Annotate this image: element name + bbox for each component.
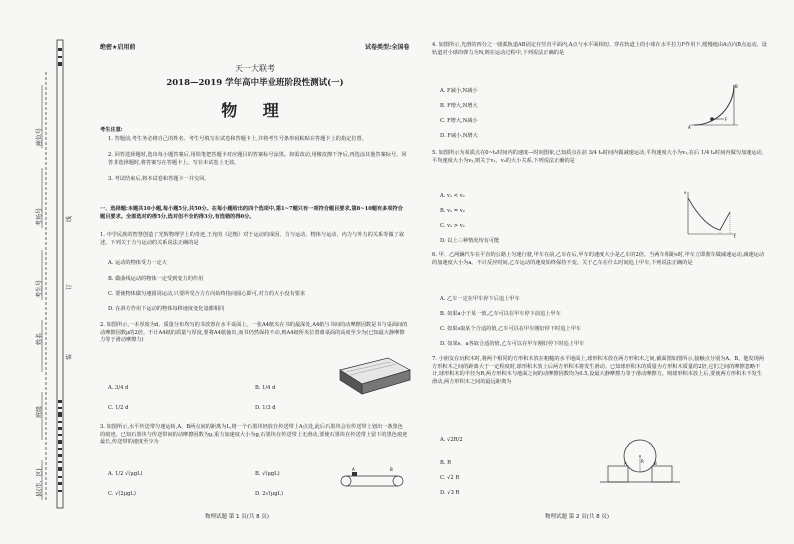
svg-text:R: R (641, 459, 644, 464)
q1-stem: 1. 中学民族的智慧创造了光辉物理学上的奇迹,王充的《论衡》对于运动的成因、力与运动、物体与运动、内力与外力的关系等做了叙述。下列关于力与运动的关系说法正确的是 (100, 232, 404, 246)
q5-option-c: C. v₁ > v₂ (440, 223, 465, 229)
svg-text:A: A (688, 125, 691, 130)
svg-text:A: A (624, 461, 627, 466)
q6-option-c: C. 如果s取某个合适的值,乙车可以在甲车刚好停下时追上甲车 (440, 326, 582, 332)
field-candidate-number: 考生号 (36, 279, 43, 298)
q5-stem: 5. 如图所示为某质点在0~t₀时间内的速度—时间图象,已知质点在前 3/4 t₀时间内做减速运动,平均速度大小为v₁,在后 1/4 t₀时间内做匀加速运动,平均速度大小为v₂,则关于v₁、v₂的大小关系,下列说法正确的是 (432, 150, 764, 164)
q3-option-d: D. 2√(μgL) (255, 491, 284, 497)
q1-option-d: D. 在斜方作用下运动的物体每移速度变化量都相同 (108, 306, 225, 312)
q7-option-c: C. √2 R (440, 475, 460, 481)
q2-stem: 2. 如图所示,一本厚度为d、质量分布均匀的书放置在水平桌面上。一张A4纸夹在书的最深处,A4纸与书间的动摩擦因数是书与桌面间的动摩擦因数μ的2倍。不计A4纸的质量与厚度,要将A4纸抽出,而书仍然保持不动,则A4纸所夹位置离桌面的高度至少为(已知最大静摩擦力等于滑动摩擦力) (100, 322, 408, 344)
q3-option-a: A. 1/2 √(μgL) (108, 471, 143, 477)
q4-option-c: C. F增大,N减小 (440, 118, 478, 124)
q7-stem: 7. 小朋友在玩积木时,将两个相同的方形积木放在粗糙的水平地面上,球形积木放在两方形积木之间,截面图如图所示,接触点分别为A、B。他发现两方形积木之间的距离大于一定程度时,球形积木放上后两方形积木将发生滑动。已知球形积木的质量为方形积木质量的2倍,它们之间的摩擦忽略不计,球形积木的半径为R,两方形积木与地面之间的动摩擦因数均为0.5,设最大静摩擦力等于滑动摩擦力。则球形积木放上后,要使两方形积木不发生滑动,两方形积木之间的最远距离为 (432, 356, 765, 385)
q6-option-b: B. 如果a小于某一值,乙车可以在甲车停下前追上甲车 (440, 311, 561, 317)
conveyor-figure (340, 467, 404, 492)
notice-title: 考生注意: (100, 127, 123, 133)
svg-text:B: B (654, 461, 657, 466)
q7-option-d: D. √3 R (440, 490, 460, 496)
q2-option-b: B. 1/4 d (255, 385, 276, 391)
q2-option-c: C. 1/2 d (108, 405, 129, 411)
notice-item-1: 1. 答题前,考生务必将自己的姓名、考生号填写在试卷和答题卡上,并将考生号条形码粘贴在答题卡上的指定位置。 (108, 136, 367, 142)
svg-text:t: t (734, 234, 736, 239)
field-class: 班级 (36, 405, 43, 418)
q7-option-b: B. R (440, 460, 452, 466)
q2-option-d: D. 1/3 d (255, 405, 276, 411)
q3-stem: 3. 如图所示,水平传送带匀速运转,A、B两点间的距离为L,将一个石墨块轻放在传送带上A点处,此后石墨块会在传送带上划出一条黑色的痕迹。已知石墨块与传送带间的动摩擦因数为μ,重力加速度大小为g,石墨块在传送带上无滑动,要使石墨块在传送带上留下的黑色痕迹最长,传送带的速度至少为 (100, 424, 408, 446)
field-seat-number: 座位号 (36, 127, 43, 146)
q4-option-a: A. F减小,N减小 (440, 88, 478, 94)
q3-option-c: C. √(2μgL) (108, 491, 136, 497)
q1-option-b: B. 做曲线运动的物体一定受到变力的作用 (108, 276, 204, 282)
svg-text:A: A (352, 467, 355, 472)
blocks-ball-figure (600, 432, 680, 487)
q6-stem: 6. 甲、乙两辆汽车在平直的公路上匀速行驶,甲车在前,乙车在后,甲车的速度大小是乙车的2倍。当两车相距s时,甲车立即刹车做减速运动,减速运动的加速度大小为a。不计反应时间,乙车运动的速度始终保持不变。关于乙车在什么时间追上甲车,下列说法正确的是 (432, 252, 765, 266)
cut-mark-pack: 装 (66, 353, 73, 360)
q4-option-b: B. F增大,N增大 (440, 103, 478, 109)
svg-text:F: F (725, 117, 728, 122)
secret-label: 绝密★启用前 (100, 44, 136, 51)
q1-option-c: C. 要使物体做匀速圆周运动,只要所受合力方向始终指向圆心即可,对力的大小没有要求 (108, 291, 306, 297)
svg-text:B: B (390, 467, 393, 472)
section-1-heading: 一、选择题:本题共10小题,每小题5分,共50分。在每小题给出的四个选项中,第1~7题只有一项符合题目要求,第8~10题有多项符合题目要求。全部选对的得5分,选对但不全的得3分,有选错的得0分。 (100, 206, 403, 220)
cut-mark-line: 线 (66, 215, 73, 222)
exam-subtitle: 2018—2019 学年高中毕业班阶段性测试(一) (166, 78, 344, 88)
notice-item-3: 3. 考试结束后,将本试卷和答题卡一并交回。 (108, 176, 210, 182)
svg-text:v: v (684, 190, 687, 195)
subject-title: 物 理 (221, 101, 289, 120)
vt-graph-figure (684, 190, 739, 238)
notice-item-2: 2. 回答选择题时,选出每小题答案后,用铅笔把答题卡对应题目的答案标号涂黑。如需改动,用橡皮擦干净后,再选涂其他答案标号。回答非选择题时,将答案写在答题卡上。写在本试卷上无效。 (108, 152, 407, 166)
footer-page-2: 物理试题 第 2 页(共 8 页) (545, 514, 610, 520)
q7-option-a: A. √2R/2 (440, 437, 463, 443)
arc-track-figure (690, 85, 740, 130)
q3-option-b: B. √(μgL) (255, 471, 280, 477)
exam-name: 天一大联考 (235, 64, 275, 73)
svg-text:B: B (735, 84, 738, 89)
q5-option-b: B. v₁ = v₂ (440, 208, 465, 214)
q1-option-a: A. 运动的物体受力一定大 (108, 260, 167, 266)
q6-option-d: D. 如果s、a各取合适的值,乙车可以在甲车刚好停下时追上甲车 (440, 341, 585, 347)
field-county: 县(市、区) (36, 468, 43, 497)
field-exam-room: 考场号 (36, 207, 43, 226)
q6-option-a: A. 乙车一定在甲车停下后追上甲车 (440, 296, 520, 302)
book-figure (340, 350, 410, 395)
q2-option-a: A. 3/4 d (108, 385, 129, 391)
q5-option-a: A. v₁ < v₂ (440, 193, 465, 199)
field-name: 姓名 (36, 332, 43, 345)
paper-type: 试卷类型:全国卷 (365, 44, 410, 51)
q4-stem: 4. 如图所示,光滑的四分之一圆弧轨道AB固定在竖直平面内,A点与水平面相切。穿在轨道上的小球在水平拉力F作用下,缓慢地由A点向B点运动。设轨道对小球的弹力为N,则在运动过程中,下列说法正确的是 (432, 42, 767, 56)
q5-option-d: D. 以上三种情况均有可能 (440, 238, 500, 244)
q4-option-d: D. F减小,N增大 (440, 133, 478, 139)
footer-page-1: 物理试题 第 1 页(共 8 页) (205, 514, 270, 520)
cut-mark-bind: 订 (66, 283, 73, 290)
